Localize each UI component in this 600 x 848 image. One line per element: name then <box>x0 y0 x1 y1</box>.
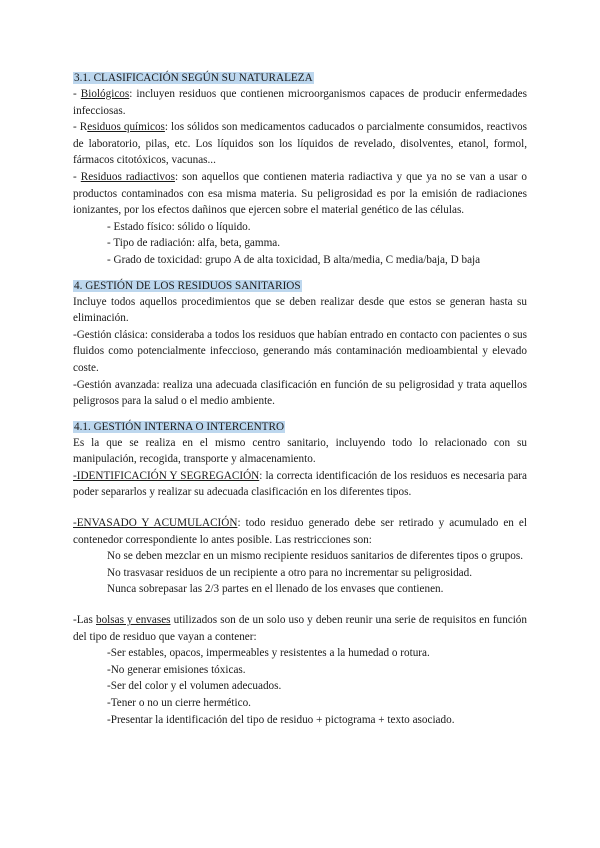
paragraph-gestion-interna: Es la que se realiza en el mismo centro sanitario, incluyendo todo lo relacionado con su manipulación, recogida, transporte y almacenamiento. <box>73 436 527 466</box>
list-item: No trasvasar residuos de un recipiente a otro para no incrementar su peligrosidad. <box>107 566 473 579</box>
paragraph-envasado: -ENVASADO Y ACUMULACIÓN: todo residuo generado debe ser retirado y acumulado en el contenedor correspondiente lo antes posible. Las restricciones son: <box>73 517 528 546</box>
paragraph-biologicos: - Biológicos: incluyen residuos que contienen microorganismos capaces de producir enfermedades infecciosas. <box>73 88 527 117</box>
term-biologicos: Biológicos <box>80 88 130 100</box>
heading-4-text: 4. GESTIÓN DE LOS RESIDUOS SANITARIOS <box>74 279 301 292</box>
list-item: -Ser estables, opacos, impermeables y resistentes a la humedad o rotura. <box>107 647 430 660</box>
term-bolsas: bolsas y envases <box>95 614 171 627</box>
paragraph-gestion-avanzada: -Gestión avanzada: realiza una adecuada clasificación en función de su peligrosidad y trata aquellos peligrosos para la salud o el medio ambiente. <box>73 378 527 408</box>
term-radiactivos: Residuos radiactivos <box>80 170 175 183</box>
heading-3-1-text: 3.1. CLASIFICACIÓN SEGÚN SU NATURALEZA <box>74 72 313 84</box>
paragraph-bolsas: -Las bolsas y envases utilizados son de un solo uso y deben reunir una serie de requisitos en función del tipo de residuo que vayan a contener: <box>73 614 527 643</box>
list-item: Nunca sobrepasar las 2/3 partes en el llenado de los envases que contienen. <box>107 583 444 596</box>
list-item: -Tener o no un cierre hermético. <box>107 697 251 709</box>
list-item: -No generar emisiones tóxicas. <box>107 663 246 676</box>
paragraph-gestion-clasica: -Gestión clásica: consideraba a todos los residuos que habían entrado en contacto con pacientes o sus fluidos como potencialmente infeccioso, generando más contaminación medioambiental y elevado coste. <box>73 328 527 374</box>
list-item: - Estado físico: sólido o líquido. <box>107 220 251 233</box>
heading-3-1 <box>73 70 527 86</box>
paragraph-identificacion: -IDENTIFICACIÓN Y SEGREGACIÓN: la correcta identificación de los residuos es necesaria para poder separarlos y realizar su adecuada clasificación en los diferentes tipos. <box>73 469 527 499</box>
term-identificacion: -IDENTIFICACIÓN Y SEGREGACIÓN <box>73 469 260 482</box>
heading-4-1-text: 4.1. GESTIÓN INTERNA O INTERCENTRO <box>74 420 285 433</box>
heading-4 <box>73 278 527 294</box>
list-item: - Grado de toxicidad: grupo A de alta toxicidad, B alta/media, C media/baja, D baja <box>107 253 481 266</box>
paragraph-quimicos: - Residuos químicos: los sólidos son medicamentos caducados o parcialmente consumidos, reactivos de laboratorio, pilas, etc. Los líquidos son los líquidos de revelado, disolventes, etanol, formol, fármacos citotóxicos, vacunas... <box>73 121 527 167</box>
heading-4-1 <box>73 419 527 435</box>
list-item: -Presentar la identificación del tipo de residuo + pictograma + texto asociado. <box>107 713 455 726</box>
term-quimicos: esiduos químicos <box>87 121 165 134</box>
list-item: No se deben mezclar en un mismo recipiente residuos sanitarios de diferentes tipos o grupos. <box>107 550 523 563</box>
paragraph-radiactivos: - Residuos radiactivos: son aquellos que contienen materia radiactiva y que ya no se van a usar o productos contaminados con esa misma materia. Su peligrosidad es por la emisión de radiaciones ionizantes, por los efectos dañinos que ejercen sobre el material genético de las células. <box>73 170 527 217</box>
term-envasado: -ENVASADO Y ACUMULACIÓN <box>73 517 238 530</box>
list-item: -Ser del color y el volumen adecuados. <box>107 680 282 693</box>
paragraph-gestion-intro: Incluye todos aquellos procedimientos que se deben realizar desde que estos se generan hasta su eliminación. <box>73 295 527 325</box>
list-item: - Tipo de radiación: alfa, beta, gamma. <box>107 237 281 250</box>
